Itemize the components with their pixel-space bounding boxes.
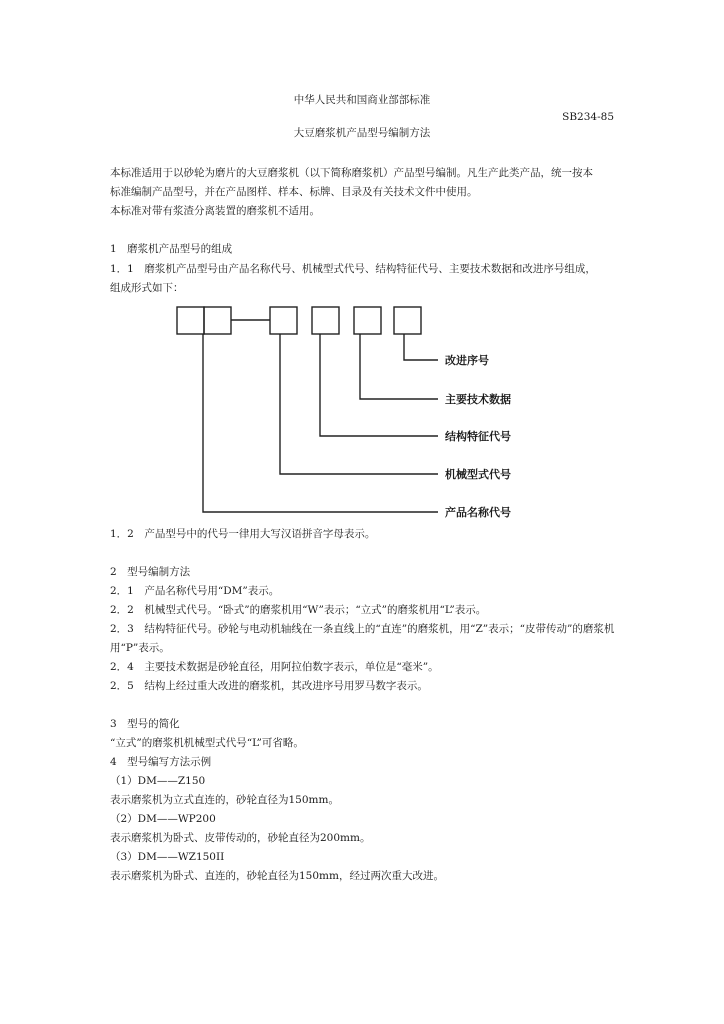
label-structure-feature: 结构特征代号 [445, 430, 511, 443]
intro-line-3: 本标准对带有浆渣分离装置的磨浆机不适用。 [110, 205, 320, 217]
para-2-3-line-1: 2．3 结构特征代号。砂轮与电动机轴线在一条直线上的“直连”的磨浆机，用“Z”表示；“皮带传动”的磨浆机 [110, 623, 615, 635]
standard-org: 中华人民共和国商业部部标准 [293, 94, 431, 106]
leader-machine-type [280, 334, 438, 474]
leader-improvement [404, 334, 438, 360]
standard-code: SB234-85 [562, 111, 614, 123]
tech-data-box [354, 307, 381, 334]
para-1-1-line-1: 1．1 磨浆机产品型号由产品名称代号、机械型式代号、结构特征代号、主要技术数据和改进序号组成， [110, 263, 596, 275]
para-2-5: 2．5 结构上经过重大改进的磨浆机，其改进序号用罗马数字表示。 [110, 680, 428, 692]
para-1-2: 1．2 产品型号中的代号一律用大写汉语拼音字母表示。 [110, 528, 376, 540]
example-3-desc: 表示磨浆机为卧式、直连的，砂轮直径为150mm，经过两次重大改进。 [110, 870, 444, 882]
structure-feature-box [312, 307, 339, 334]
product-name-box-1 [177, 307, 204, 334]
section-3-text: “立式”的磨浆机机械型式代号“L”可省略。 [110, 737, 304, 749]
para-2-3-line-2: 用“P”表示。 [110, 642, 170, 654]
label-machine-type: 机械型式代号 [445, 468, 511, 481]
section-1-heading: 1 磨浆机产品型号的组成 [110, 243, 233, 255]
example-2: （2）DM——WP200 [110, 813, 216, 825]
label-improvement: 改进序号 [445, 354, 489, 367]
leader-tech-data [360, 334, 438, 399]
para-1-1-line-2: 组成形式如下： [110, 282, 184, 294]
example-2-desc: 表示磨浆机为卧式、皮带传动的，砂轮直径为200mm。 [110, 832, 371, 844]
intro-line-2: 标准编制产品型号，并在产品图样、样本、标牌、目录及有关技术文件中使用。 [110, 186, 478, 198]
section-3-heading: 3 型号的简化 [110, 718, 180, 730]
page-title: 大豆磨浆机产品型号编制方法 [293, 127, 431, 139]
section-2-heading: 2 型号编制方法 [110, 566, 191, 578]
para-2-2: 2．2 机械型式代号。“卧式”的磨浆机用“W”表示；“立式”的磨浆机用“L”表示。 [110, 604, 487, 616]
para-2-4: 2．4 主要技术数据是砂轮直径，用阿拉伯数字表示，单位是“毫米”。 [110, 661, 439, 673]
intro-line-1: 本标准适用于以砂轮为磨片的大豆磨浆机（以下简称磨浆机）产品型号编制。凡生产此类产品，统一按本 [110, 167, 593, 179]
product-name-box-2 [204, 307, 231, 334]
label-product-name: 产品名称代号 [445, 506, 511, 519]
label-tech-data: 主要技术数据 [445, 393, 511, 406]
example-1: （1）DM——Z150 [110, 775, 206, 787]
example-1-desc: 表示磨浆机为立式直连的，砂轮直径为150mm。 [110, 794, 339, 806]
leader-structure-feature [320, 334, 438, 436]
section-4-heading: 4 型号编写方法示例 [110, 756, 212, 768]
machine-type-box [270, 307, 297, 334]
improvement-box [394, 307, 421, 334]
para-2-1: 2．1 产品名称代号用“DM”表示。 [110, 585, 280, 597]
example-3: （3）DM——WZ150II [110, 851, 225, 863]
